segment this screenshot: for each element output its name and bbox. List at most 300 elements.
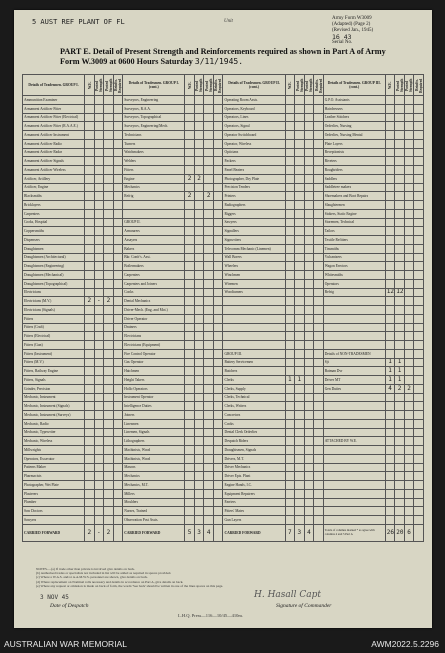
strength-cell: [395, 236, 405, 245]
trade-name: Winchmen: [223, 271, 285, 280]
strength-cell: [113, 122, 123, 131]
strength-cell: [285, 454, 295, 463]
strength-cell: [395, 279, 405, 288]
strength-cell: [395, 481, 405, 490]
strength-cell: [404, 271, 414, 280]
strength-cell: [414, 393, 424, 402]
strength-cell: [104, 244, 114, 253]
trade-name: Draughtsmen: [23, 244, 85, 253]
strength-cell: [185, 166, 195, 175]
strength-cell: [385, 218, 395, 227]
strength-cell: [185, 498, 195, 507]
strength-cell: [85, 323, 95, 332]
strength-cell: [113, 288, 123, 297]
strength-cell: [385, 157, 395, 166]
strength-cell: [85, 314, 95, 323]
trade-name: [323, 498, 385, 507]
strength-cell: [295, 201, 305, 210]
strength-cell: [285, 262, 295, 271]
group-header: Details of Tradesmen. GROUP II. (cont.): [223, 75, 285, 96]
strength-cell: [304, 341, 314, 350]
strength-cell: [213, 454, 223, 463]
strength-cell: [104, 454, 114, 463]
strength-cell: [85, 209, 95, 218]
trade-name: Driver MT: [323, 376, 385, 385]
strength-cell: [213, 332, 223, 341]
strength-cell: [213, 411, 223, 420]
strength-cell: [94, 104, 104, 113]
trade-name: [323, 454, 385, 463]
strength-cell: [414, 384, 424, 393]
strength-cell: [213, 446, 223, 455]
trade-name: Mechanics: [123, 472, 185, 481]
strength-cell: [113, 323, 123, 332]
strength-cell: [85, 148, 95, 157]
strength-cell: [295, 446, 305, 455]
strength-cell: [94, 218, 104, 227]
trade-name: Sawyers: [23, 516, 85, 525]
trade-name: Plasterers: [23, 489, 85, 498]
strength-cell: [185, 157, 195, 166]
strength-cell: [304, 113, 314, 122]
strength-cell: [304, 122, 314, 131]
strength-cell: [404, 218, 414, 227]
strength-cell: [285, 227, 295, 236]
trade-name: Refrig: [123, 192, 185, 201]
strength-cell: [94, 384, 104, 393]
strength-cell: [185, 516, 195, 525]
column-header: Posted Strength: [94, 75, 104, 96]
strength-cell: [314, 183, 324, 192]
strength-cell: [295, 472, 305, 481]
total-cell: 26: [385, 524, 395, 541]
strength-cell: [285, 166, 295, 175]
despatch-label: Date of Despatch: [50, 603, 89, 609]
strength-cell: [204, 201, 214, 210]
strength-cell: [204, 393, 214, 402]
strength-cell: [404, 463, 414, 472]
strength-cell: [414, 279, 424, 288]
strength-cell: [185, 393, 195, 402]
strength-cell: [314, 376, 324, 385]
strength-cell: [304, 262, 314, 271]
strength-cell: [194, 166, 204, 175]
trade-name: Details of NON-TRADESMEN: [323, 349, 385, 358]
strength-cell: [404, 323, 414, 332]
strength-cell: [295, 104, 305, 113]
strength-cell: [385, 209, 395, 218]
strength-cell: [104, 402, 114, 411]
strength-cell: [213, 306, 223, 315]
strength-cell: [194, 481, 204, 490]
trade-name: Vulcanizers: [323, 253, 385, 262]
strength-cell: 1: [395, 358, 405, 367]
trade-name: Tailors: [323, 227, 385, 236]
trade-name: Drivers, M.T.: [223, 454, 285, 463]
strength-cell: [213, 376, 223, 385]
strength-cell: [185, 236, 195, 245]
strength-cell: [204, 411, 214, 420]
column-header: Reinfts. Required: [314, 75, 324, 96]
strength-cell: [85, 218, 95, 227]
strength-cell: [185, 489, 195, 498]
strength-cell: [395, 166, 405, 175]
note-line: (d) Where replacement on Nominal rolls necessary and details in accordance on Part A, give details on back.: [36, 579, 184, 584]
trade-name: Engine Hands, I.C.: [223, 481, 285, 490]
column-header: Posted Strength: [295, 75, 305, 96]
strength-cell: [404, 393, 414, 402]
strength-cell: [404, 253, 414, 262]
strength-cell: [213, 113, 223, 122]
strength-cell: [395, 209, 405, 218]
strength-cell: [213, 367, 223, 376]
trade-name: Sawyers: [223, 218, 285, 227]
strength-cell: [414, 122, 424, 131]
strength-cell: [385, 227, 395, 236]
strength-cell: [213, 428, 223, 437]
table-row: [23, 253, 424, 262]
strength-cell: [404, 358, 414, 367]
strength-cell: [113, 131, 123, 140]
strength-cell: [295, 411, 305, 420]
strength-cell: [94, 314, 104, 323]
trade-name: Carpenters and Joiners: [123, 279, 185, 288]
strength-cell: [113, 472, 123, 481]
trade-name: Opticians: [223, 148, 285, 157]
trade-name: Draughtsmen (Engineering): [23, 262, 85, 271]
strength-cell: [104, 236, 114, 245]
strength-cell: [304, 437, 314, 446]
trade-name: Packers: [223, 157, 285, 166]
strength-cell: [395, 218, 405, 227]
strength-cell: [314, 218, 324, 227]
strength-cell: [395, 411, 405, 420]
strength-cell: [113, 314, 123, 323]
strength-cell: [185, 507, 195, 516]
strength-cell: [113, 297, 123, 306]
strength-cell: [385, 271, 395, 280]
trade-name: Grinder, Precision: [23, 384, 85, 393]
trade-name: Mechanic, Wireless: [23, 437, 85, 446]
strength-cell: [285, 411, 295, 420]
strength-cell: [104, 253, 114, 262]
strength-cell: [414, 209, 424, 218]
strength-cell: [213, 288, 223, 297]
strength-cell: 1: [285, 376, 295, 385]
table-row: [23, 157, 424, 166]
strength-cell: [304, 454, 314, 463]
trade-name: Mechanic, Instrument: [23, 393, 85, 402]
strength-cell: [414, 507, 424, 516]
strength-cell: [295, 227, 305, 236]
strength-cell: [85, 358, 95, 367]
strength-cell: [94, 131, 104, 140]
strength-cell: [295, 516, 305, 525]
strength-cell: [185, 209, 195, 218]
despatch-date: 3 NOV 45: [40, 594, 69, 601]
strength-cell: [204, 113, 214, 122]
strength-cell: [104, 437, 114, 446]
trade-name: [323, 341, 385, 350]
strength-cell: [113, 209, 123, 218]
strength-cell: [385, 122, 395, 131]
trade-name: Signallers: [223, 227, 285, 236]
strength-cell: [94, 192, 104, 201]
strength-cell: [204, 104, 214, 113]
strength-cell: [285, 183, 295, 192]
strength-cell: [304, 192, 314, 201]
strength-cell: [85, 463, 95, 472]
strength-cell: [85, 384, 95, 393]
strength-cell: [213, 157, 223, 166]
strength-cell: [194, 376, 204, 385]
strength-cell: [104, 376, 114, 385]
strength-cell: [285, 174, 295, 183]
strength-cell: [404, 472, 414, 481]
strength-cell: [314, 131, 324, 140]
total-cell: [314, 524, 324, 541]
strength-cell: [314, 104, 324, 113]
column-header: Posted Strength: [104, 75, 114, 96]
strength-cell: [404, 166, 414, 175]
strength-cell: [94, 244, 104, 253]
strength-cell: [94, 411, 104, 420]
strength-cell: [414, 463, 424, 472]
strength-cell: [385, 402, 395, 411]
strength-cell: [295, 192, 305, 201]
strength-cell: [85, 288, 95, 297]
strength-cell: [314, 148, 324, 157]
strength-cell: [304, 446, 314, 455]
strength-cell: [104, 306, 114, 315]
strength-cell: [314, 454, 324, 463]
strength-cell: [104, 481, 114, 490]
column-header: Reinfts. Required: [113, 75, 123, 96]
strength-cell: [304, 314, 314, 323]
trade-name: Cooks: [223, 419, 285, 428]
strength-cell: [395, 349, 405, 358]
strength-cell: [85, 349, 95, 358]
trade-name: Clerks, Supply: [223, 384, 285, 393]
strength-cell: [314, 367, 324, 376]
strength-cell: [85, 139, 95, 148]
strength-cell: [213, 131, 223, 140]
strength-cell: [94, 472, 104, 481]
strength-cell: [94, 122, 104, 131]
trade-name: Textile Refitters: [323, 236, 385, 245]
strength-cell: [414, 183, 424, 192]
strength-cell: [404, 96, 414, 105]
strength-cell: [295, 384, 305, 393]
trade-name: [323, 481, 385, 490]
trade-name: Riveters: [323, 157, 385, 166]
trade-name: Dental Clerk Orderlies: [223, 428, 285, 437]
strength-cell: [385, 174, 395, 183]
trade-name: Fitters (M.V.): [23, 358, 85, 367]
trade-name: Shoemakers and Boot Repairs: [323, 192, 385, 201]
trade-name: Millwrights: [23, 446, 85, 455]
total-cell: 3: [295, 524, 305, 541]
table-row: [23, 516, 424, 525]
trade-name: GROUP II.: [123, 218, 185, 227]
strength-cell: [385, 314, 395, 323]
strength-cell: [94, 437, 104, 446]
strength-cell: [295, 253, 305, 262]
table-row: [23, 209, 424, 218]
total-cell: 6: [404, 524, 414, 541]
strength-cell: [414, 104, 424, 113]
strength-cell: [113, 454, 123, 463]
strength-cell: [404, 201, 414, 210]
strength-cell: [104, 174, 114, 183]
table-row: [23, 279, 424, 288]
strength-cell: [414, 253, 424, 262]
page-title: [60, 47, 400, 67]
trade-name: Operators, Signal: [223, 122, 285, 131]
strength-cell: [285, 122, 295, 131]
trade-name: Battery Servicemen: [223, 358, 285, 367]
trade-name: Photographer, Dry Plate: [223, 174, 285, 183]
strength-cell: [194, 279, 204, 288]
note-line: NOTES.—(a) If trade other than private is involved give details on back.: [36, 567, 135, 571]
strength-cell: [204, 437, 214, 446]
strength-cell: [314, 384, 324, 393]
strength-cell: [185, 131, 195, 140]
strength-cell: [295, 507, 305, 516]
strength-cell: 1: [395, 376, 405, 385]
strength-cell: [104, 288, 114, 297]
strength-cell: 2: [185, 192, 195, 201]
strength-cell: [94, 454, 104, 463]
strength-cell: [104, 209, 114, 218]
strength-cell: [304, 96, 314, 105]
table-row: [23, 323, 424, 332]
strength-cell: [285, 209, 295, 218]
strength-cell: [204, 463, 214, 472]
form-ref-line: Serial No.: [332, 40, 353, 45]
strength-cell: [385, 498, 395, 507]
strength-cell: [395, 323, 405, 332]
strength-cell: [404, 419, 414, 428]
strength-cell: [295, 489, 305, 498]
strength-cell: [414, 341, 424, 350]
strength-cell: [104, 201, 114, 210]
strength-cell: [285, 507, 295, 516]
strength-cell: [94, 376, 104, 385]
strength-cell: [213, 297, 223, 306]
strength-cell: [295, 113, 305, 122]
trade-name: Wiremen: [223, 279, 285, 288]
strength-cell: [85, 481, 95, 490]
strength-cell: [204, 209, 214, 218]
trade-name: Hairdressers: [323, 104, 385, 113]
strength-cell: [213, 358, 223, 367]
strength-cell: [404, 113, 414, 122]
trade-name: [223, 332, 285, 341]
strength-cell: [395, 446, 405, 455]
table-row: [23, 192, 424, 201]
trade-name: Signwriters: [223, 236, 285, 245]
trade-name: Radiographers: [223, 201, 285, 210]
strength-cell: [314, 428, 324, 437]
strength-cell: [304, 393, 314, 402]
table-row: [23, 454, 424, 463]
trade-name: Precision Tenders: [223, 183, 285, 192]
strength-cell: [404, 279, 414, 288]
strength-cell: [113, 306, 123, 315]
trade-name: Nurses, Trained: [123, 507, 185, 516]
strength-cell: [295, 367, 305, 376]
strength-cell: [295, 306, 305, 315]
strength-cell: [204, 297, 214, 306]
title-text: PART E. Detail of Present Strength and Reinforcements required as shown in Part A of Army Form W.3009 at 0600 Hours Saturday: [60, 47, 386, 66]
strength-cell: [113, 516, 123, 525]
column-header: W.E.: [385, 75, 395, 96]
trade-name: Moulders: [123, 498, 185, 507]
strength-cell: [113, 96, 123, 105]
strength-cell: [304, 183, 314, 192]
strength-cell: [414, 454, 424, 463]
strength-cell: [104, 419, 114, 428]
strength-cell: 1: [385, 358, 395, 367]
strength-cell: [285, 271, 295, 280]
strength-cell: [395, 332, 405, 341]
strength-cell: [113, 437, 123, 446]
strength-cell: [194, 367, 204, 376]
strength-cell: [395, 96, 405, 105]
trade-name: Lithographers: [123, 437, 185, 446]
strength-cell: 2: [104, 297, 114, 306]
strength-cell: [314, 236, 324, 245]
strength-cell: [113, 279, 123, 288]
strength-cell: [314, 489, 324, 498]
trade-name: Cooks, Hospital: [23, 218, 85, 227]
trade-name: Batman Dvr: [323, 367, 385, 376]
trade-name: [323, 297, 385, 306]
strength-cell: [104, 428, 114, 437]
trade-name: Linemen, Signals: [123, 428, 185, 437]
trade-name: Draughtsmen (Mechanical): [23, 271, 85, 280]
strength-cell: [204, 157, 214, 166]
strength-cell: [213, 174, 223, 183]
trade-name: Armament Artificer Fitter (Electrical): [23, 113, 85, 122]
strength-cell: [385, 481, 395, 490]
strength-cell: [104, 262, 114, 271]
strength-cell: [213, 507, 223, 516]
strength-cell: [113, 183, 123, 192]
strength-cell: [414, 139, 424, 148]
strength-cell: [113, 446, 123, 455]
strength-cell: [113, 419, 123, 428]
strength-cell: [94, 209, 104, 218]
strength-cell: [194, 297, 204, 306]
strength-cell: [285, 437, 295, 446]
strength-cell: [185, 183, 195, 192]
strength-cell: [185, 314, 195, 323]
strength-cell: [285, 402, 295, 411]
strength-cell: [194, 157, 204, 166]
table-row: [23, 437, 424, 446]
strength-cell: [404, 367, 414, 376]
trade-name: [223, 306, 285, 315]
table-row: [23, 367, 424, 376]
unit-label: Unit: [224, 19, 233, 24]
trade-name: Millers: [123, 489, 185, 498]
strength-cell: [395, 297, 405, 306]
strength-cell: [304, 174, 314, 183]
strength-cell: [94, 332, 104, 341]
strength-cell: [85, 262, 95, 271]
